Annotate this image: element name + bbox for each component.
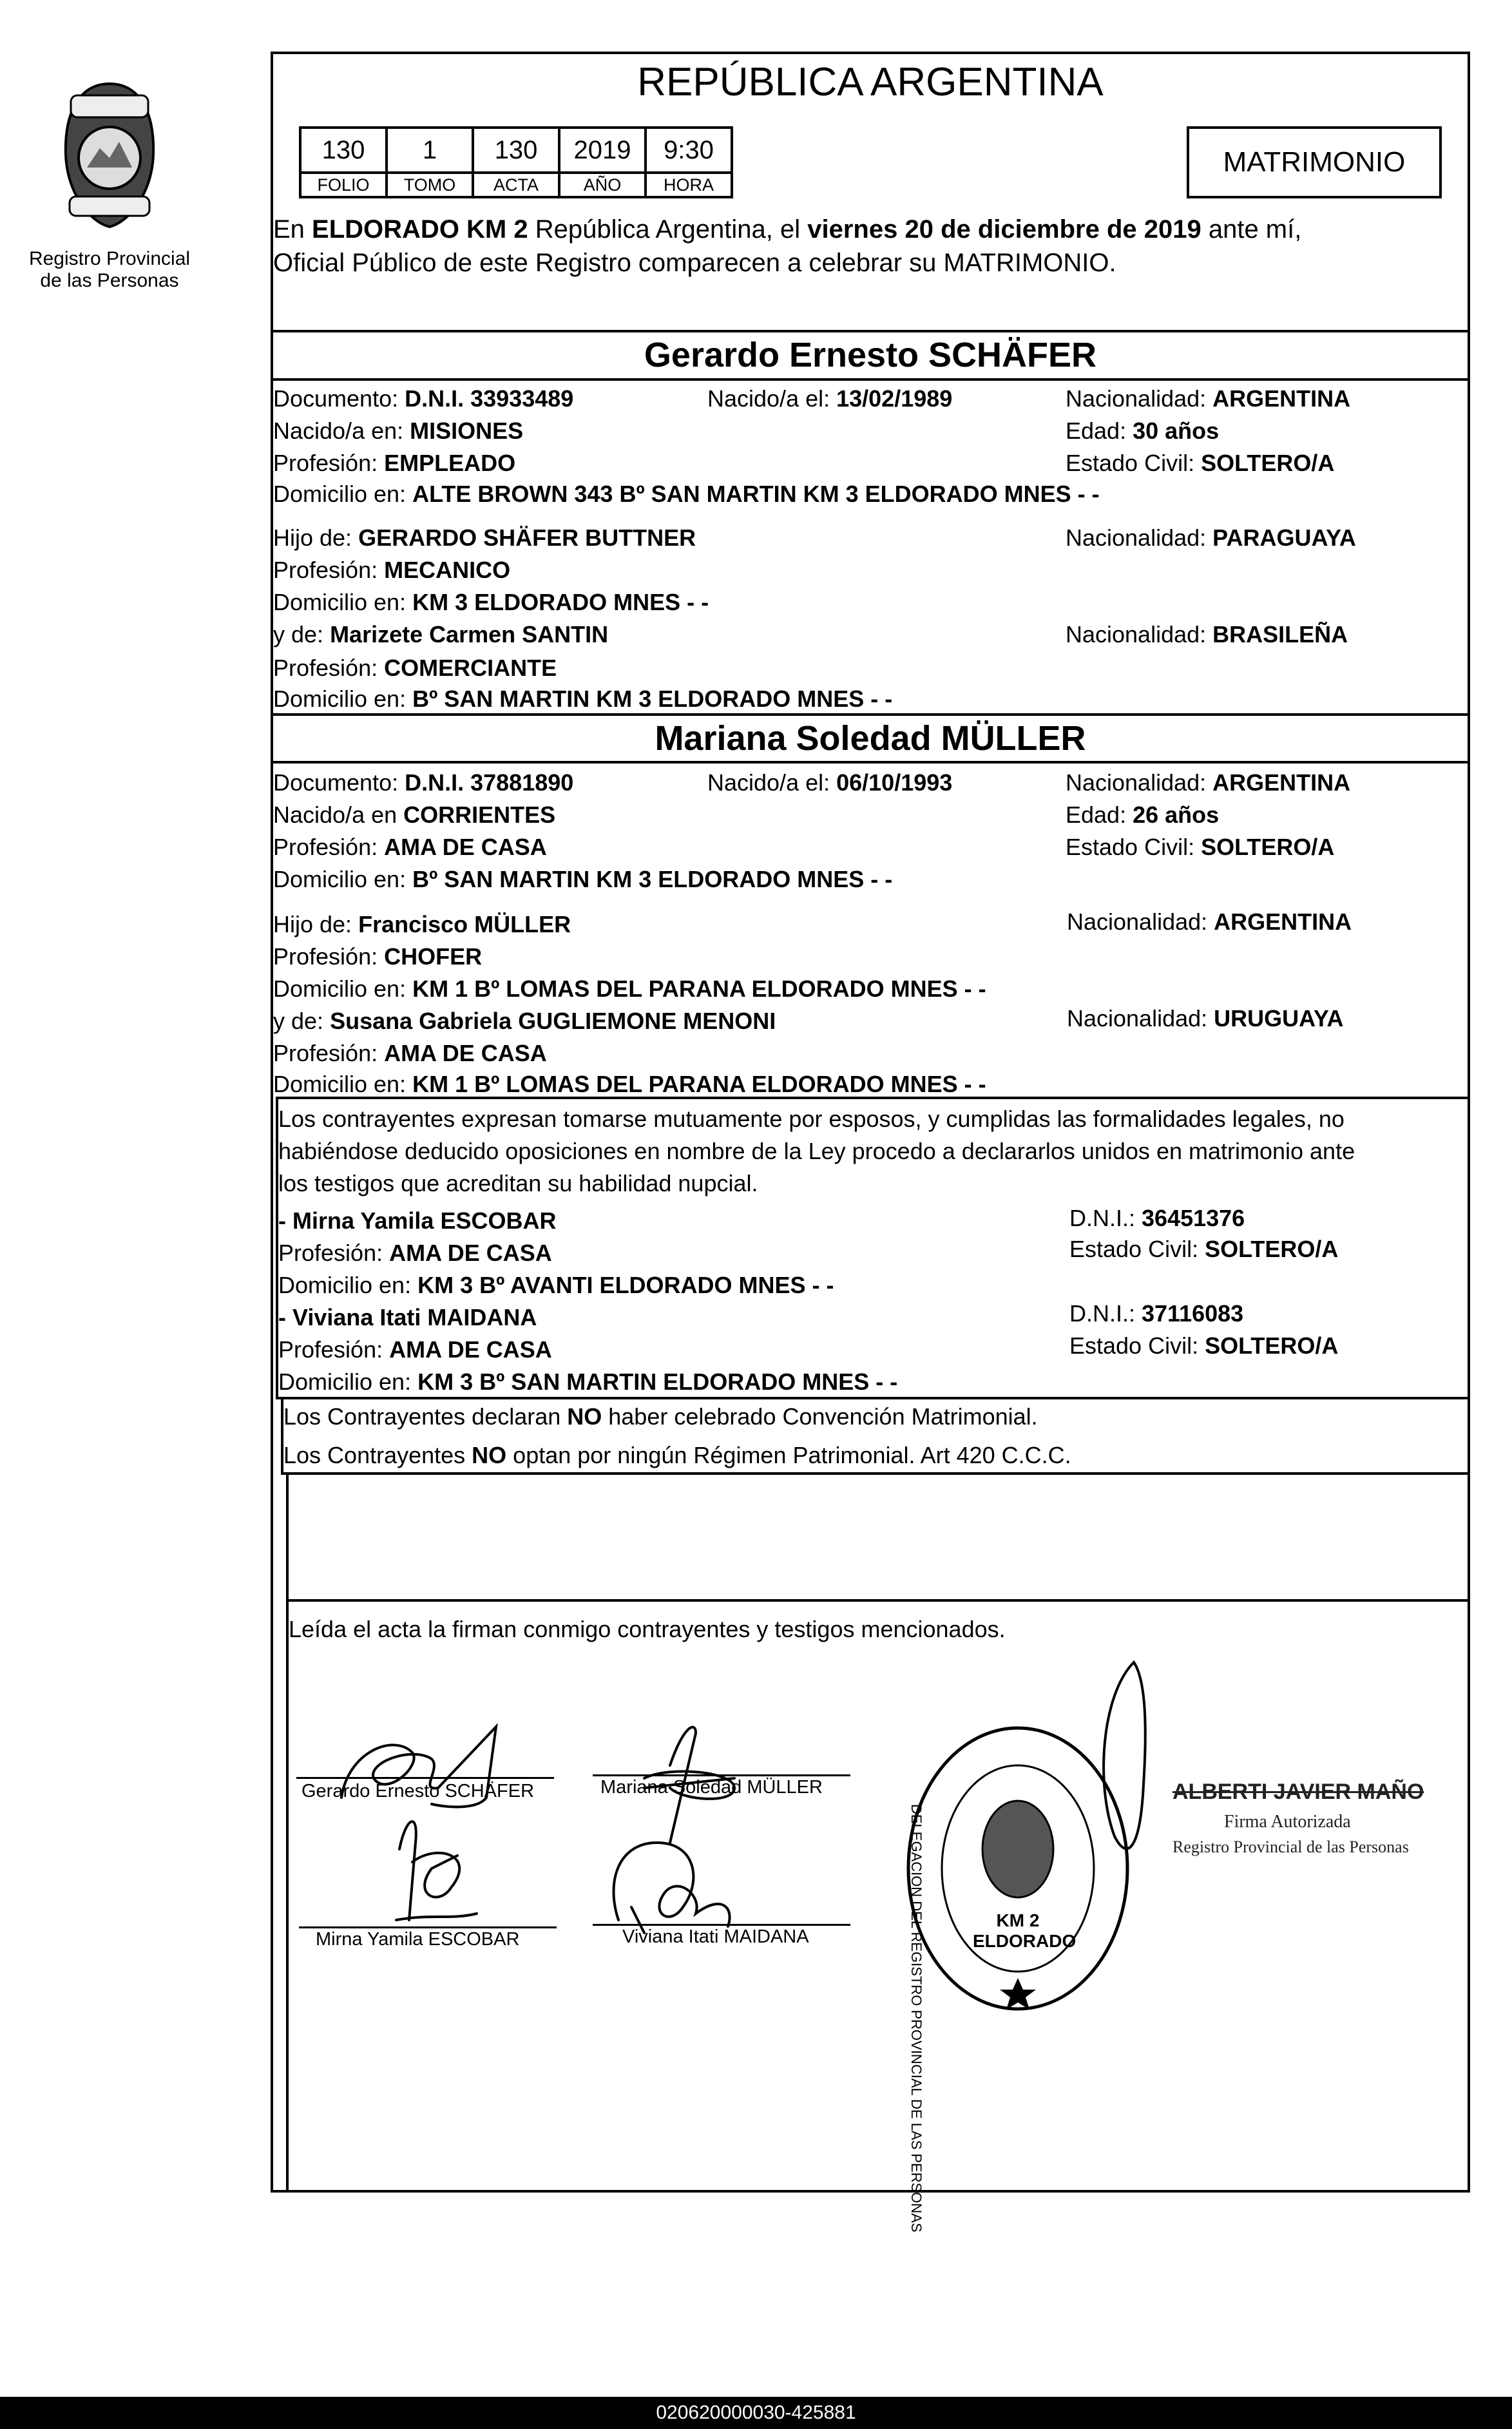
divider [271,378,1470,381]
bride-name: Mariana Soledad MÜLLER [655,719,1086,758]
bride-mother-nationality: Nacionalidad: URUGUAYA [1067,1005,1344,1032]
signature-label-witness-2: Viviana Itati MAIDANA [622,1926,809,1947]
witness-1-name: - Mirna Yamila ESCOBAR [278,1207,557,1234]
bride-age: Edad: 26 años [1066,802,1220,828]
groom-father-nationality: Nacionalidad: PARAGUAYA [1066,524,1356,551]
groom-civil-status: Estado Civil: SOLTERO/A [1066,450,1335,476]
bride-birthplace: Nacido/a en CORRIENTES [273,802,556,828]
intro-text: En ELDORADO KM 2 República Argentina, el viernes 20 de diciembre de 2019 ante mí, Oficial Público de este Registro comparecen a celebrar su MATRIMONIO. [273,215,1302,277]
closing-text: Leída el acta la firman conmigo contrayentes y testigos mencionados. [289,1616,1006,1642]
folio-value: 130 [300,128,387,173]
groom-mother-nationality: Nacionalidad: BRASILEÑA [1066,621,1348,648]
hora-label: HORA [646,173,732,197]
signature-line [593,1774,850,1776]
place: ELDORADO KM 2 [312,215,528,244]
witness-1-dni: D.N.I.: 36451376 [1069,1205,1245,1231]
authority-signature-icon [1089,1656,1166,1868]
authority-registry: Registro Provincial de las Personas [1172,1838,1409,1856]
reference-table [299,126,733,198]
witness-2-name: - Viviana Itati MAIDANA [278,1304,537,1330]
registry-logo [52,77,167,232]
registry-seal-icon [52,77,167,232]
witness-2-address: Domicilio en: KM 3 Bº SAN MARTIN ELDORADO MNES - - [278,1368,898,1395]
bride-father: Hijo de: Francisco MÜLLER [273,911,571,937]
divider [271,713,1470,716]
registry-name: Registro Provincial de las Personas [28,248,191,291]
signature-line [593,1924,850,1926]
witness-1-address: Domicilio en: KM 3 Bº AVANTI ELDORADO MNES - - [278,1272,834,1298]
signature-line [296,1777,554,1779]
signature-label-witness-1: Mirna Yamila ESCOBAR [316,1929,520,1950]
hora-value: 9:30 [646,128,732,173]
groom-address: Domicilio en: ALTE BROWN 343 Bº SAN MARTIN KM 3 ELDORADO MNES - - [273,481,1100,507]
groom-documento: Documento: D.N.I. 33933489 [273,385,574,412]
divider [286,1599,1470,1602]
groom-birthdate: Nacido/a el: 13/02/1989 [707,385,953,412]
signature-strokes-icon [283,1649,928,1972]
acta-value: 130 [473,128,559,173]
bride-profession: Profesión: AMA DE CASA [273,834,547,860]
groom-birthplace: Nacido/a en: MISIONES [273,418,524,444]
groom-age: Edad: 30 años [1066,418,1220,444]
bride-civil-status: Estado Civil: SOLTERO/A [1066,834,1335,860]
divider [271,330,1470,332]
witness-2-civil-status: Estado Civil: SOLTERO/A [1069,1332,1339,1359]
signature-line [299,1926,557,1928]
bride-documento: Documento: D.N.I. 37881890 [273,769,574,796]
regime-line-2: Los Contrayentes NO optan por ningún Régimen Patrimonial. Art 420 C.C.C. [283,1442,1071,1468]
divider [271,761,1470,763]
witness-2-dni: D.N.I.: 37116083 [1069,1300,1244,1327]
groom-father-address: Domicilio en: KM 3 ELDORADO MNES - - [273,589,709,615]
tomo-label: TOMO [387,173,473,197]
groom-name: Gerardo Ernesto SCHÄFER [644,336,1097,374]
folio-label: FOLIO [300,173,387,197]
bride-mother-profession: Profesión: AMA DE CASA [273,1040,547,1066]
divider [276,1397,1470,1399]
signature-label-groom: Gerardo Ernesto SCHÄFER [301,1781,535,1801]
act-type-box: MATRIMONIO [1187,126,1442,198]
signature-label-bride: Mariana Soledad MÜLLER [600,1777,823,1798]
witness-1-profession: Profesión: AMA DE CASA [278,1240,552,1266]
groom-mother-address: Domicilio en: Bº SAN MARTIN KM 3 ELDORADO MNES - - [273,686,893,712]
ano-value: 2019 [559,128,646,173]
bride-mother: y de: Susana Gabriela GUGLIEMONE MENONI [273,1008,776,1034]
groom-mother: y de: Marizete Carmen SANTIN [273,621,609,648]
groom-mother-profession: Profesión: COMERCIANTE [273,655,557,681]
groom-father-profession: Profesión: MECANICO [273,557,511,583]
bride-birthdate: Nacido/a el: 06/10/1993 [707,769,953,796]
regime-line-1: Los Contrayentes declaran NO haber celebrado Convención Matrimonial. [283,1403,1038,1430]
witness-2-profession: Profesión: AMA DE CASA [278,1336,552,1363]
stamp-center-text: KM 2 ELDORADO [973,1910,1077,1951]
bride-mother-address: Domicilio en: KM 1 Bº LOMAS DEL PARANA ELDORADO MNES - - [273,1071,986,1097]
date: viernes 20 de diciembre de 2019 [807,215,1201,244]
groom-nationality: Nacionalidad: ARGENTINA [1066,385,1351,412]
witness-1-civil-status: Estado Civil: SOLTERO/A [1069,1236,1339,1262]
groom-profession: Profesión: EMPLEADO [273,450,516,476]
stamp-ring-text: DELEGACION DEL REGISTRO PROVINCIAL DE LAS PERSONAS [908,1804,924,2232]
bride-father-address: Domicilio en: KM 1 Bº LOMAS DEL PARANA ELDORADO MNES - - [273,975,986,1002]
ano-label: AÑO [559,173,646,197]
authority-title: Firma Autorizada [1224,1812,1351,1832]
groom-father: Hijo de: GERARDO SHÄFER BUTTNER [273,524,696,551]
acta-label: ACTA [473,173,559,197]
bride-father-nationality: Nacionalidad: ARGENTINA [1067,908,1352,935]
bride-address: Domicilio en: Bº SAN MARTIN KM 3 ELDORADO MNES - - [273,866,893,892]
divider [281,1472,1470,1475]
barcode-strip: 020620000030-425881 [0,2397,1512,2429]
tomo-value: 1 [387,128,473,173]
bride-father-profession: Profesión: CHOFER [273,943,483,970]
bride-nationality: Nacionalidad: ARGENTINA [1066,769,1351,796]
page-title: REPÚBLICA ARGENTINA [637,60,1104,104]
declaration-text: Los contrayentes expresan tomarse mutuamente por esposos, y cumplidas las formalidades legales, no habiéndose deducido oposiciones en nombre de la Ley procedo a declararlos unidos en matrimonio ante los testigos que acreditan su habilidad nupcial. [278,1106,1355,1196]
authority-name: ALBERTI JAVIER MAÑO [1172,1780,1424,1804]
